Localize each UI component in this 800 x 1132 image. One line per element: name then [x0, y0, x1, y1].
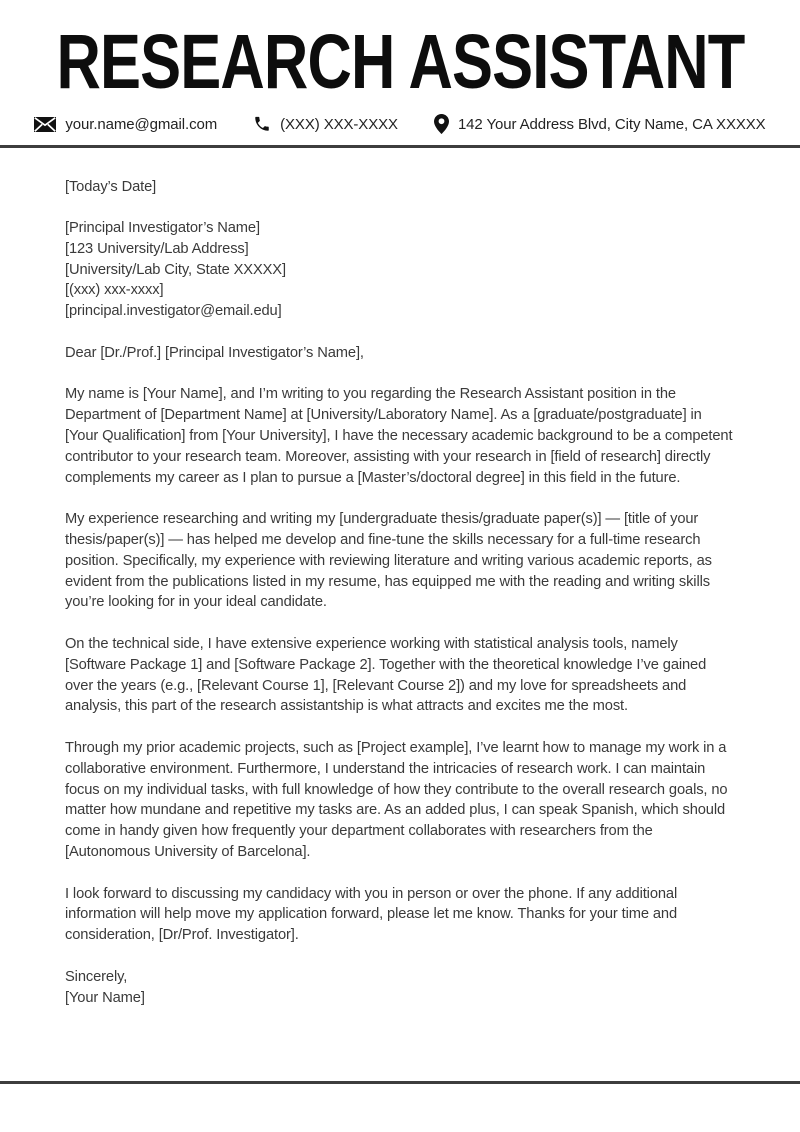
paragraph-experience: My experience researching and writing my [undergraduate thesis/graduate paper(s)] — [title of your thesis/paper(s)] — has helped me develop and fine-tune the skills necessary for a full-time research position. Specifically, my experience with reviewing literature and writing various academic reports, as evident from the publications listed in my resume, has equipped me with the reading and writing skills you’re looking for in your ideal candidate. [65, 511, 712, 611]
signoff-closing: Sincerely, [65, 968, 128, 985]
paragraph-closing: I look forward to discussing my candidacy with you in person or over the phone. If any additional information will help move my application forward, please let me know. Thanks for your time and consideration, [Dr/Prof. Investigator]. [65, 885, 678, 944]
paragraph-intro: My name is [Your Name], and I’m writing to you regarding the Research Assistant position in the Department of [Department Name] at [University/Laboratory Name]. As a [graduate/postgraduate] in [Your Qualification] from [Your University], I have the necessary academic background to be a competent contributor to your research team. Moreover, assisting with your research in [field of research] directly complements my career as I plan to pursue a [Master’s/doctoral degree] in this field in the future. [65, 386, 733, 486]
letterhead [0, 20, 800, 148]
contact-phone-text: (XXX) XXX-XXXX [280, 115, 398, 133]
paragraph-technical: On the technical side, I have extensive experience working with statistical analysis tools, namely [Software Package 1] and [Software Package 2]. Together with the theoretical knowledge I’ve gained over the years (e.g., [Relevant Course 1], [Relevant Course 2]) and my love for spreadsheets and analysis, this part of the research assistantship is what attracts and excites me the most. [65, 636, 707, 715]
recipient-block [65, 218, 738, 322]
letter-body [0, 148, 800, 1009]
page-title-wrap [0, 20, 800, 104]
signoff-block [65, 967, 738, 1009]
contact-address [434, 114, 766, 134]
contact-phone [253, 115, 398, 133]
contact-email-text: your.name@gmail.com [65, 115, 218, 133]
signoff-name: [Your Name] [65, 989, 145, 1006]
contact-email [34, 116, 217, 133]
recipient-name: [Principal Investigator’s Name] [65, 220, 260, 237]
letter-date: [Today’s Date] [65, 178, 157, 195]
paragraph-projects: Through my prior academic projects, such as [Project example], I’ve learnt how to manage my work in a collaborative environment. Furthermore, I understand the intricacies of research work. I can maintain focus on my individual tasks, with full knowledge of how they contribute to the overall research goals, no matter how mundane and repetitive my tasks are. As an added plus, I can speak Spanish, which should come in handy given how frequently your department collaborates with researchers from the [Autonomous University of Barcelona]. [65, 740, 728, 860]
location-pin-icon [434, 114, 449, 134]
phone-handset-icon [253, 115, 271, 133]
recipient-phone-line: [(xxx) xxx-xxxx] [65, 282, 164, 299]
contact-row [0, 114, 800, 134]
envelope-icon [34, 117, 56, 132]
footer-divider [0, 1081, 800, 1084]
salutation: Dear [Dr./Prof.] [Principal Investigator’s Name], [65, 344, 364, 361]
recipient-email-line: [principal.investigator@email.edu] [65, 303, 282, 320]
contact-address-text: 142 Your Address Blvd, City Name, CA XXXXX [457, 115, 766, 133]
recipient-address-line: [123 University/Lab Address] [65, 240, 249, 257]
page-title: RESEARCH ASSISTANT [55, 18, 745, 105]
recipient-city-line: [University/Lab City, State XXXXX] [65, 261, 286, 278]
